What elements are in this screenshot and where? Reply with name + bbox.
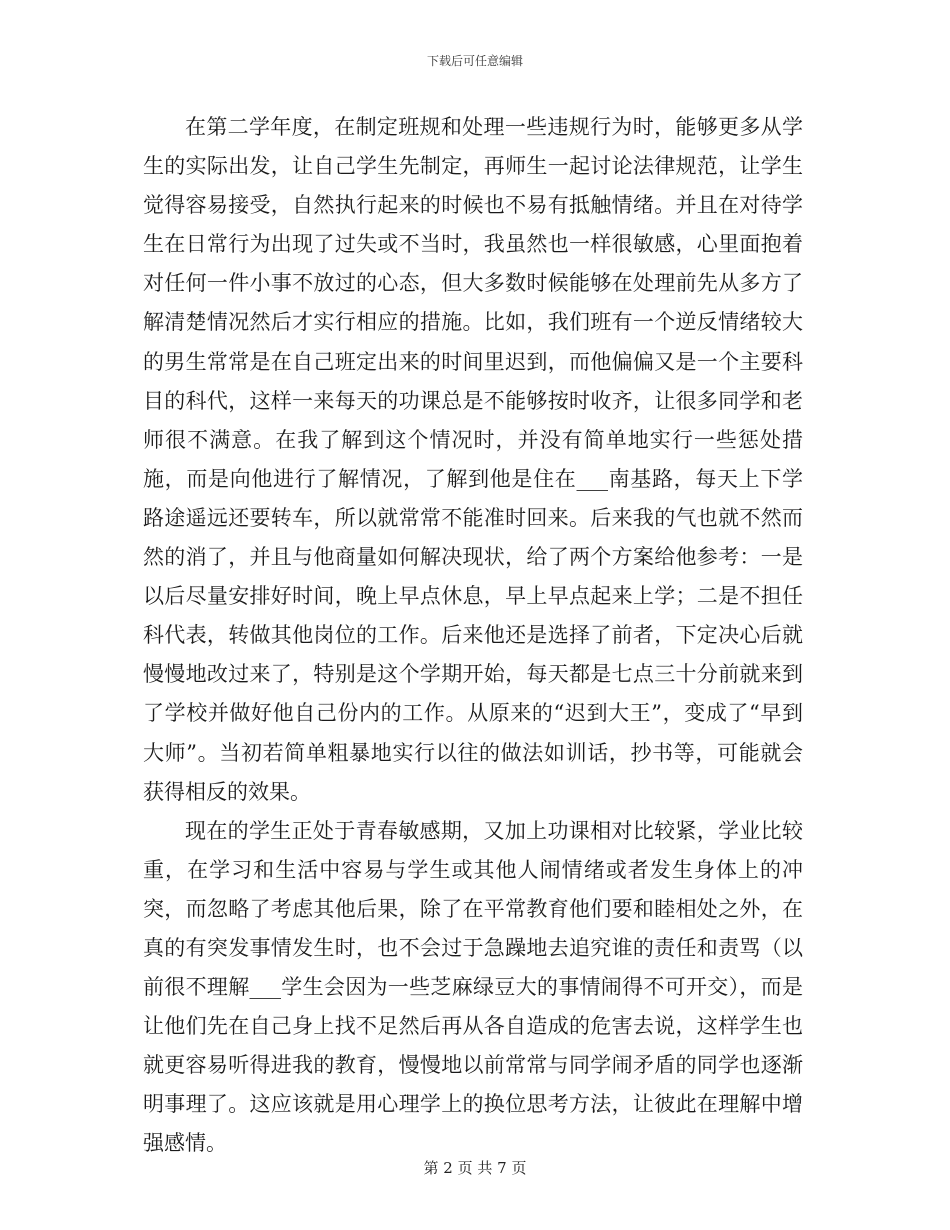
page-header: 下载后可任意编辑 <box>426 54 523 68</box>
page-number: 第 2 页 共 7 页 <box>423 1159 527 1177</box>
document-body <box>143 108 803 1164</box>
paragraph: 现在的学生正处于青春敏感期，又加上功课相对比较紧，学业比较重，在学习和生活中容易与学生或其他人闹情绪或者发生身体上的冲突，而忽略了考虑其他后果，除了在平常教育他们要和睦相处之外，在真的有突发事情发生时，也不会过于急躁地去追究谁的责任和责骂（以前很不理解___学生会因为一些芝麻绿豆大的事情闹得不可开交），而是让他们先在自己身上找不足然后再从各自造成的危害去说，这样学生也就更容易听得进我的教育，慢慢地以前常常与同学闹矛盾的同学也逐渐明事理了。这应该就是用心理学上的换位思考方法，让彼此在理解中增强感情。 <box>143 818 803 1156</box>
paragraph: 在第二学年度，在制定班规和处理一些违规行为时，能够更多从学生的实际出发，让自己学生先制定，再师生一起讨论法律规范，让学生觉得容易接受，自然执行起来的时候也不易有抵触情绪。并且在对待学生在日常行为出现了过失或不当时，我虽然也一样很敏感，心里面抱着对任何一件小事不放过的心态，但大多数时候能够在处理前先从多方了解清楚情况然后才实行相应的措施。比如，我们班有一个逆反情绪较大的男生常常是在自己班定出来的时间里迟到，而他偏偏又是一个主要科目的科代，这样一来每天的功课总是不能够按时收齐，让很多同学和老师很不满意。在我了解到这个情况时，并没有简单地实行一些惩处措施，而是向他进行了解情况，了解到他是住在___南基路，每天上下学路途遥远还要转车，所以就常常不能准时回来。后来我的气也就不然而然的消了，并且与他商量如何解决现状，给了两个方案给他参考：一是以后尽量安排好时间，晚上早点休息，早上早点起来上学；二是不担任科代表，转做其他岗位的工作。后来他还是选择了前者，下定决心后就慢慢地改过来了，特别是这个学期开始，每天都是七点三十分前就来到了学校并做好他自己份内的工作。从原来的“迟到大王”，变成了“早到大师”。当初若简单粗暴地实行以往的做法如训话，抄书等，可能就会获得相反的效果。 <box>143 115 803 804</box>
